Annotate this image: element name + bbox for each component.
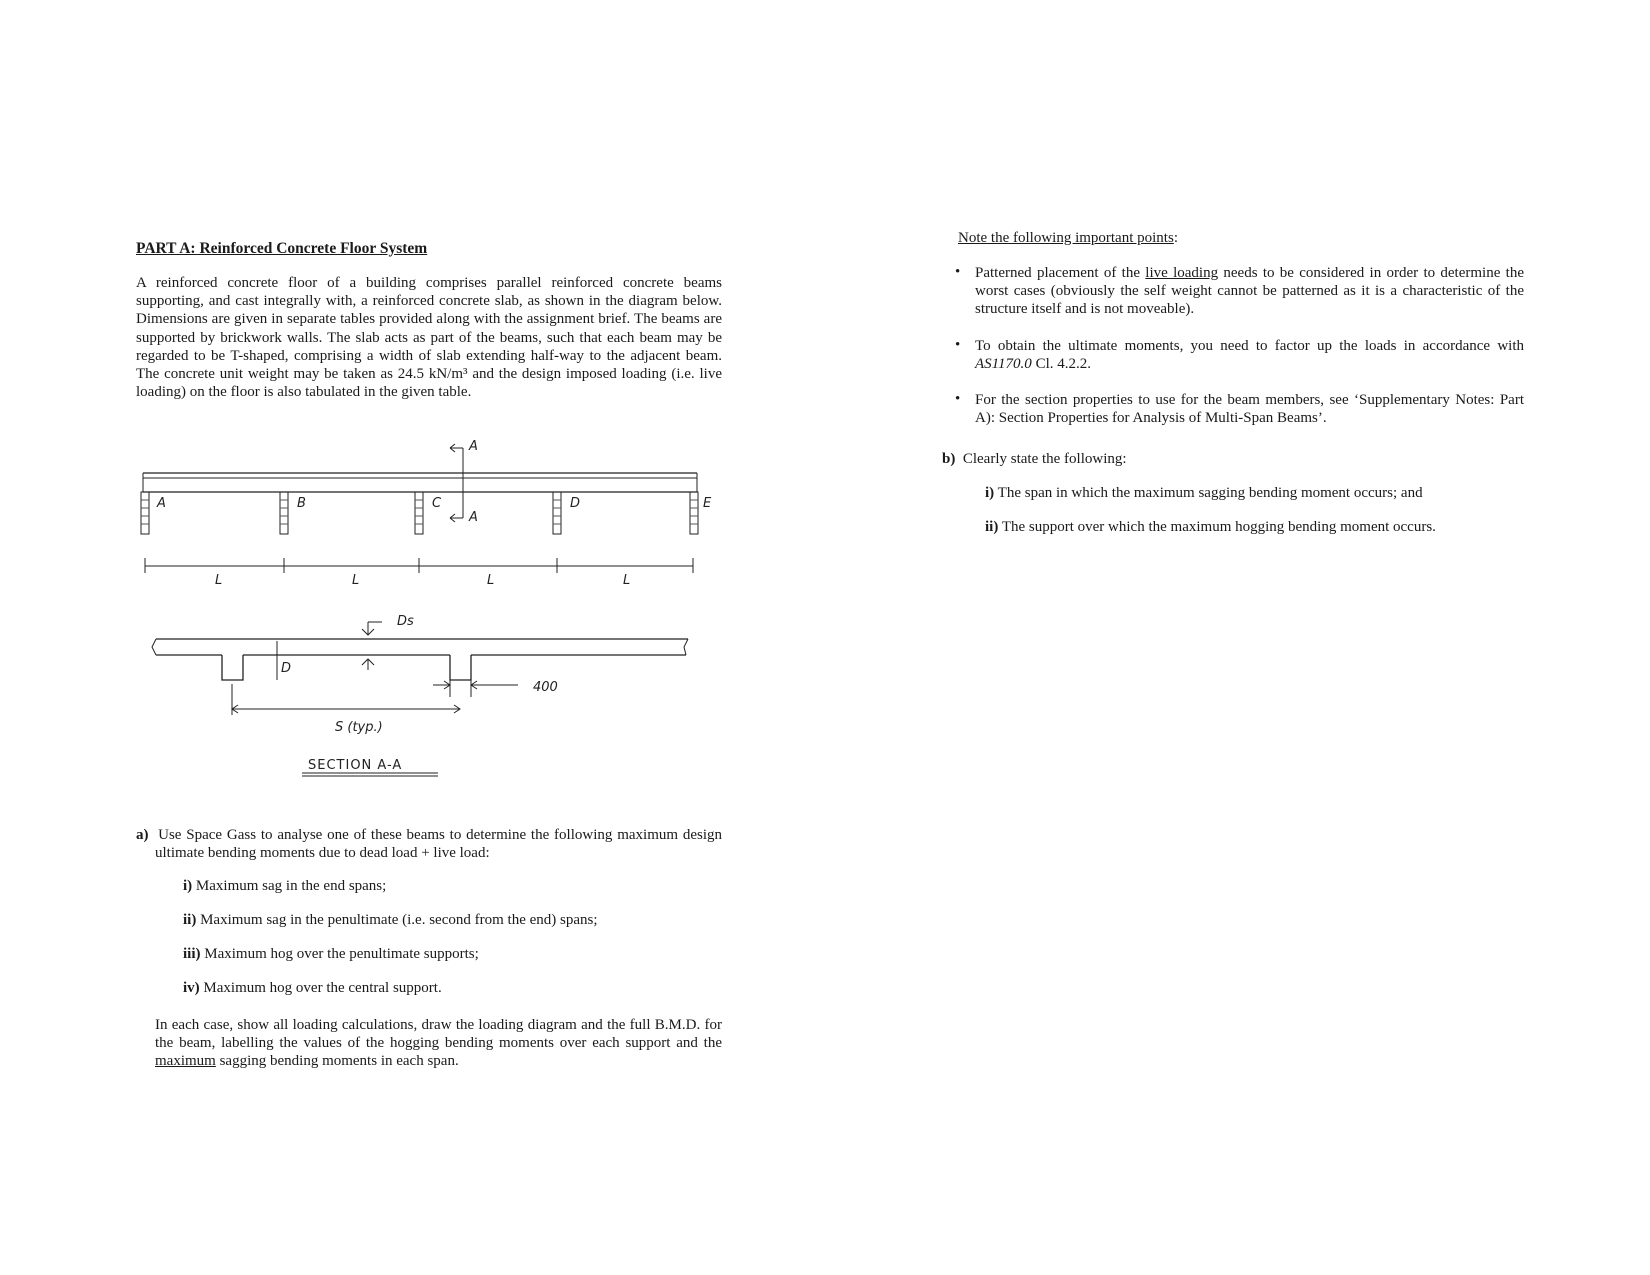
question-a-item-4: iv) Maximum hog over the central support. <box>183 980 442 996</box>
section-aa-diagram <box>150 605 690 775</box>
span-label-1: L <box>215 573 223 588</box>
support-wall-d <box>553 492 561 534</box>
bullet-3-dot: • <box>955 391 961 407</box>
intro-paragraph: A reinforced concrete floor of a building comprises parallel reinforced concrete beams supporting, and cast integrally with, a reinforced concrete slab, as shown in the diagram below. Dimensions are given in separate tables provided along with the assignment brief. The beams are supported by brickwork walls. The slab acts as part of the beams, such that each beam may be regarded to be T-shaped, comprising a width of slab extending half-way to the adjacent beam. The concrete unit weight may be taken as 24.5 kN/m³ and the design imposed loading (i.e. live loading) on the floor is also tabulated in the given table. <box>136 275 722 401</box>
note-bullet-1: Patterned placement of the live loading needs to be considered in order to determine the worst cases (obviously the self weight cannot be patterned as it is a characteristic of the structure itself and is not moveable). <box>975 265 1524 318</box>
span-label-4: L <box>623 573 631 588</box>
support-wall-e <box>690 492 698 534</box>
page-title: PART A: Reinforced Concrete Floor System <box>136 240 428 257</box>
note-bullet-3: For the section properties to use for the beam members, see ‘Supplementary Notes: Part A): Section Properties for Analysis of Multi-Span Beams’. <box>975 392 1524 427</box>
notes-heading: Note the following important points: <box>958 230 1178 246</box>
support-label-b: B <box>297 496 306 511</box>
section-marker-bottom: A <box>469 510 478 525</box>
depth-label: D <box>281 661 292 676</box>
bullet-1-dot: • <box>955 264 961 280</box>
question-a-item-1: i) Maximum sag in the end spans; <box>183 878 387 894</box>
section-caption: SECTION A-A <box>308 758 403 773</box>
support-label-d: D <box>570 496 581 511</box>
question-a-item-3: iii) Maximum hog over the penultimate supports; <box>183 946 479 962</box>
question-a-text: Use Space Gass to analyse one of these beams to determine the following maximum design ultimate bending moments due to dead load + live load: <box>155 827 723 862</box>
question-a-instructions: In each case, show all loading calculations, draw the loading diagram and the full B.M.D. for the beam, labelling the values of the hogging bending moments over each support and the maximum sagging bending moments in each span. <box>155 1017 722 1070</box>
question-b-item-2: ii) The support over which the maximum hogging bending moment occurs. <box>985 519 1436 535</box>
question-a-item-2: ii) Maximum sag in the penultimate (i.e. second from the end) spans; <box>183 912 598 928</box>
note-bullet-2: To obtain the ultimate moments, you need to factor up the loads in accordance with AS1170.0 Cl. 4.2.2. <box>975 338 1524 373</box>
question-a <box>136 826 722 862</box>
web-width-label: 400 <box>533 680 558 695</box>
support-label-c: C <box>432 496 442 511</box>
support-wall-c <box>415 492 423 534</box>
section-marker-top: A <box>469 439 478 454</box>
spacing-label: S (typ.) <box>335 720 383 735</box>
bullet-2-dot: • <box>955 337 961 353</box>
span-label-2: L <box>352 573 360 588</box>
support-wall-b <box>280 492 288 534</box>
beam-elevation-diagram <box>140 438 712 588</box>
support-label-a: A <box>157 496 166 511</box>
question-b-item-1: i) The span in which the maximum sagging bending moment occurs; and <box>985 485 1423 501</box>
span-label-3: L <box>487 573 495 588</box>
emphasis-maximum: maximum <box>155 1053 216 1070</box>
slab-thickness-label: Ds <box>397 614 414 629</box>
support-wall-a <box>141 492 149 534</box>
question-b: b) Clearly state the following: <box>942 451 1127 467</box>
question-a-label: a) <box>136 827 149 843</box>
support-label-e: E <box>703 496 712 511</box>
